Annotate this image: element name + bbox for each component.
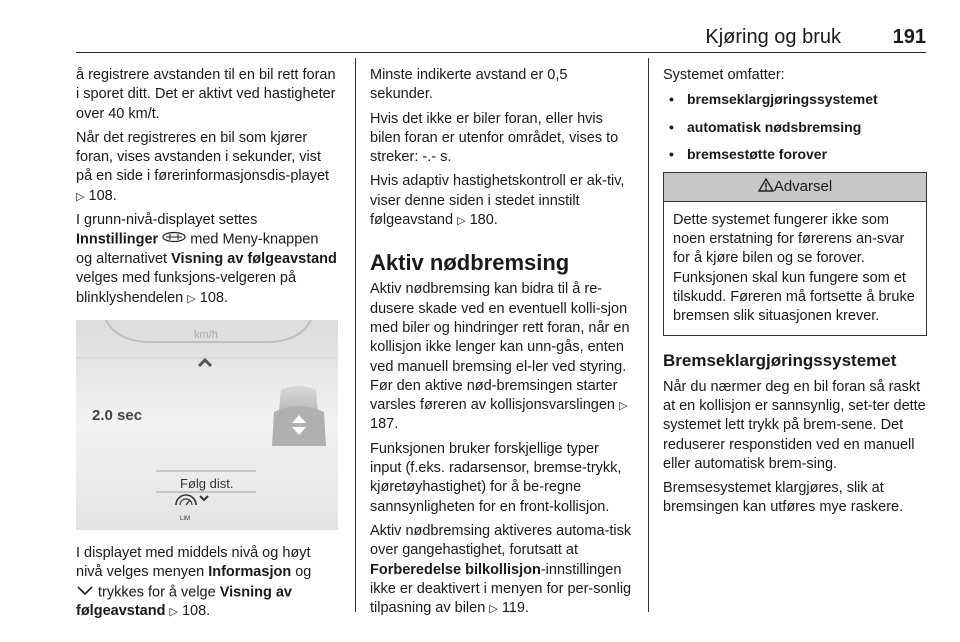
warning-header [664, 173, 926, 202]
warning-triangle-icon [758, 178, 774, 197]
warning-title: Advarsel [773, 178, 833, 196]
page-reference[interactable]: 108. [181, 603, 211, 620]
menu-button-icon [162, 230, 186, 249]
column-divider [648, 58, 649, 612]
page-ref-arrow-icon: ▷ [489, 602, 498, 616]
chapter-title: Kjøring og bruk [705, 26, 841, 48]
page-reference[interactable]: 108. [199, 289, 228, 306]
paragraph: Systemet omfatter: [663, 67, 785, 83]
paragraph: Hvis det ikke er biler foran, eller hvis bilen foran er utenfor området, vises to streker: -.- s. [370, 110, 619, 166]
paragraph [370, 522, 634, 618]
warning-body [664, 202, 926, 335]
paragraph: Bremsesystemet klargjøres, slik at bremsingen kan utføres mye raskere. [663, 480, 904, 516]
page-reference[interactable]: 180. [469, 212, 498, 229]
menu-term: Forberedelse bilkollisjon [370, 561, 541, 578]
warning-text: Dette systemet fungerer ikke som noen erstatning for førerens an-svar for å kjøre bilen og se forover. Funksjonen skal kun fungere som et tilskudd. Føreren må fortsette å bruke bremsen slik situasjonen krever. [673, 211, 915, 325]
page-reference[interactable]: 187. [370, 416, 399, 433]
cluster-display-illustration [76, 320, 338, 530]
column-divider [355, 58, 356, 612]
paragraph: Når du nærmer deg en bil foran så raskt at en kollisjon er sannsynlig, set-ter dette systemet lett trykk på brem-sene. Det reduserer responstiden ved en manuell eller automatisk brem-sing. [663, 378, 926, 472]
warning-box [663, 172, 927, 335]
lim-label: LIM [180, 516, 191, 523]
page-ref-arrow-icon: ▷ [187, 291, 196, 305]
paragraph [76, 129, 338, 206]
paragraph-text: Når det registreres en bil som kjører foran, vises avstanden i sekunder, vist på en side i førerinformasjonsdis-playet [76, 129, 330, 185]
list-item: • bremsestøtte forover [663, 145, 927, 164]
page-reference[interactable]: 119. [501, 600, 529, 617]
paragraph [370, 172, 634, 230]
paragraph-text: med Meny-knappen og alternativet [76, 231, 319, 268]
section-heading: Aktiv nødbremsing [370, 250, 570, 276]
paragraph-text: I displayet med middels nivå og høyt nivå velges menyen [76, 545, 311, 581]
paragraph: Funksjonen bruker forskjellige typer input (f.eks. radarsensor, bremse-trykk, kjøretøyhastighet) for å be-regne sannsynligheten for en front-kollisjon. [370, 440, 622, 515]
paragraph-text: velges med funksjons-velgeren på blinklyshendelen [76, 270, 297, 306]
feature-list [663, 90, 927, 164]
menu-term: Visning av følgeavstand [76, 584, 292, 620]
speed-unit-label: km/h [194, 329, 218, 342]
paragraph-text: -innstillingen ikke er deaktivert i menyen for per-sonlig tilpasning av bilen [370, 561, 632, 617]
menu-term: Informasjon [208, 564, 292, 581]
subsection-heading: Bremseklargjøringssystemet [663, 350, 897, 370]
paragraph: å registrere avstanden til en bil rett foran i sporet ditt. Det er aktivt ved hastigheter over 40 km/t. [76, 67, 336, 122]
page-ref-arrow-icon: ▷ [76, 189, 85, 203]
paragraph-text: Hvis adaptiv hastighetskontroll er ak-tiv, viser denne siden i stedet innstilt følgeavstand [370, 173, 625, 229]
page-ref-arrow-icon: ▷ [457, 214, 466, 228]
paragraph-text: Aktiv nødbremsing kan bidra til å re-dusere skade ved en eventuell kolli-sjon med biler og hindringer rett foran, når en kollisjon ikke lenger kan unn-gås, enten ved manuell bremsing el-ler ved styring. Før den aktive nød-bremsingen starter varsles føreren av kollisjonsvarslingen [370, 281, 630, 414]
paragraph-text: og [295, 564, 312, 581]
paragraph [76, 211, 338, 308]
column-1 [76, 66, 338, 627]
paragraph-text: Aktiv nødbremsing aktiveres automa-tisk over gangehastighet, forutsatt at [370, 522, 632, 559]
paragraph: Minste indikerte avstand er 0,5 sekunder. [370, 67, 568, 103]
page-header [76, 26, 926, 53]
column-3 [663, 66, 927, 523]
page-ref-arrow-icon: ▷ [169, 605, 178, 619]
page-ref-arrow-icon: ▷ [619, 399, 628, 413]
menu-term: Visning av følgeavstand [171, 251, 337, 268]
column-2 [370, 66, 634, 623]
chevron-down-icon [76, 583, 94, 602]
menu-term: Innstillinger [76, 231, 159, 248]
follow-distance-label: Følg dist. [180, 476, 234, 492]
paragraph [76, 544, 338, 622]
paragraph-text: I grunn-nivå-displayet settes [76, 212, 258, 229]
list-item: • bremseklargjøringssystemet [663, 90, 927, 109]
list-item: • automatisk nødsbremsing [663, 118, 927, 137]
paragraph [370, 280, 634, 434]
page-number: 191 [892, 26, 926, 48]
page-reference[interactable]: 108. [88, 187, 117, 204]
paragraph-text: trykkes for å velge [98, 584, 216, 601]
following-distance-value: 2.0 sec [92, 407, 143, 425]
